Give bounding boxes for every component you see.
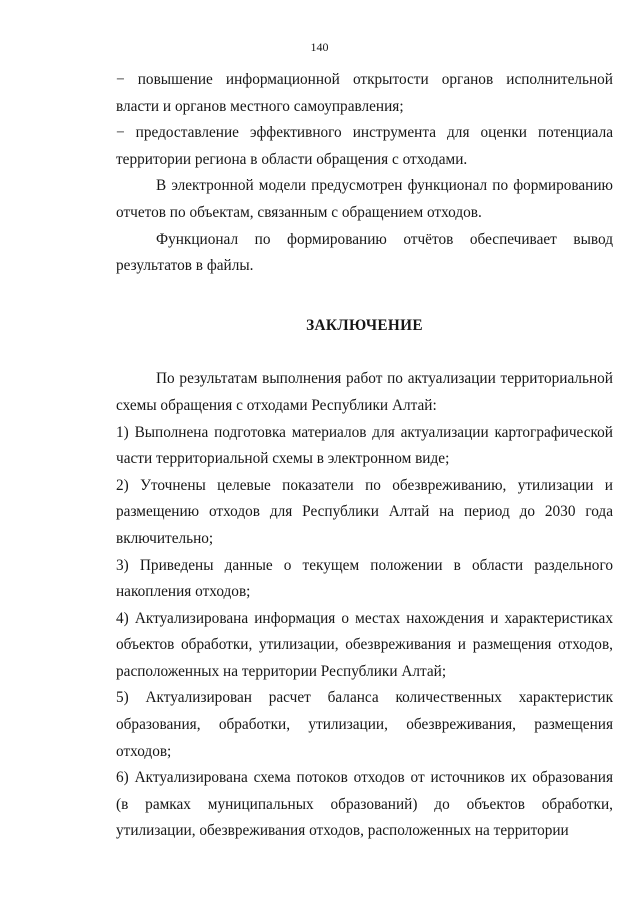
document-body bbox=[116, 67, 613, 845]
spacer bbox=[116, 280, 613, 313]
intro-paragraph: По результатам выполнения работ по актуализации территориальной схемы обращения с отходами Республики Алтай: bbox=[116, 370, 613, 414]
list-item: 4) Актуализирована информация о местах нахождения и характеристиках объектов обработки, утилизации, обезвреживания и размещения отходов, расположенных на территории Республики Алтай; bbox=[116, 609, 613, 680]
bullet-paragraph: − предоставление эффективного инструмента для оценки потенциала территории региона в области обращения с отходами. bbox=[116, 124, 613, 168]
bullet-paragraph: − повышение информационной открытости органов исполнительной власти и органов местного самоуправления; bbox=[116, 71, 613, 115]
list-item: 1) Выполнена подготовка материалов для актуализации картографической части территориальной схемы в электронном виде; bbox=[116, 423, 613, 468]
spacer bbox=[116, 339, 613, 366]
page-number: 140 bbox=[310, 40, 329, 54]
list-item: 6) Актуализирована схема потоков отходов от источников их образования (в рамках муниципальных образований) до объектов обработки, утилизации, обезвреживания отходов, расположенных на территории bbox=[116, 769, 613, 840]
list-item: 2) Уточнены целевые показатели по обезвреживанию, утилизации и размещению отходов для Республики Алтай на период до 2030 года включительно; bbox=[116, 476, 613, 547]
list-item: 5) Актуализирован расчет баланса количественных характеристик образования, обработки, утилизации, обезвреживания, размещения отходов; bbox=[116, 689, 613, 760]
body-paragraph: В электронной модели предусмотрен функционал по формированию отчетов по объектам, связанным с обращением отходов. bbox=[116, 177, 613, 221]
body-paragraph: Функционал по формированию отчётов обеспечивает вывод результатов в файлы. bbox=[116, 230, 613, 275]
list-item: 3) Приведены данные о текущем положении в области раздельного накопления отходов; bbox=[116, 556, 613, 601]
section-heading: ЗАКЛЮЧЕНИЕ bbox=[306, 316, 423, 334]
